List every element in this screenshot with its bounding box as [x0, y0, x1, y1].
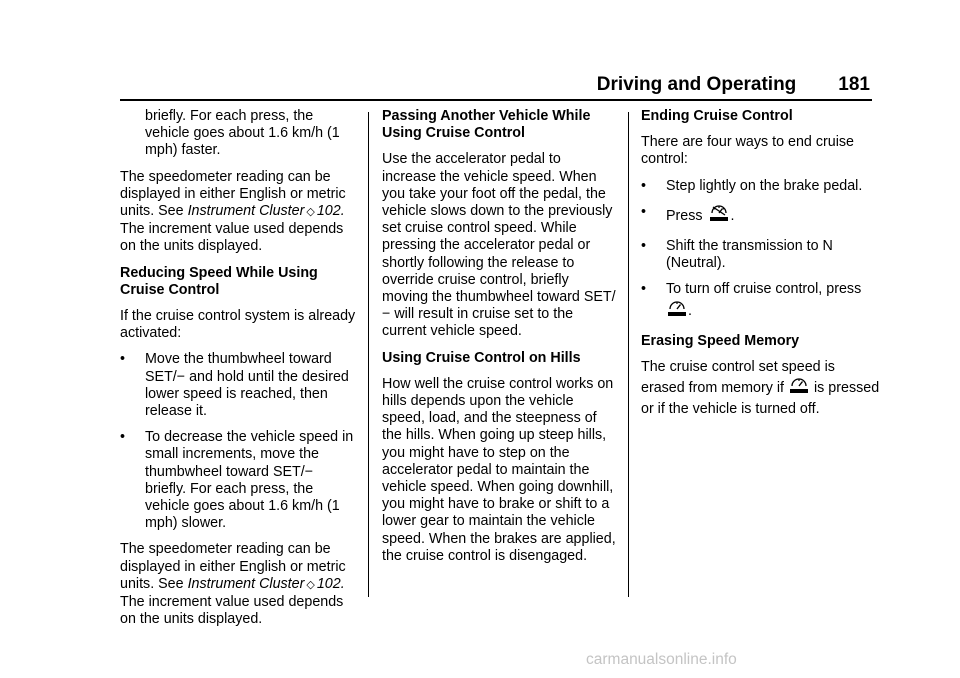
- column-divider-1: [368, 112, 369, 597]
- cruise-cancel-icon: [707, 204, 731, 229]
- header-rule: [120, 99, 872, 101]
- paragraph: The cruise control set speed is erased from memory if is pressed or if the vehicle is turned off.: [641, 359, 880, 418]
- cruise-icon: [666, 299, 688, 324]
- column-2: [382, 108, 618, 574]
- list-item: • Press .: [641, 204, 881, 229]
- paragraph: How well the cruise control works on hills depends upon the vehicle speed, load, and the steepness of the hills. When going up steep hills, you might have to step on the accelerator pedal to maintain the vehicle speed. When going downhill, you might have to brake or shift to a lower gear to maintain the vehicle speed. When the brakes are applied, the cruise control is disengaged.: [382, 375, 616, 564]
- subheading: Using Cruise Control on Hills: [382, 349, 581, 366]
- paragraph: There are four ways to end cruise control:: [641, 134, 854, 168]
- bullet-icon: •: [641, 238, 647, 255]
- page-ref-icon: ◇: [306, 206, 315, 219]
- continued-text: briefly. For each press, the vehicle goes about 1.6 km/h (1 mph) faster.: [145, 108, 340, 159]
- list-item: • To turn off cruise control, press .: [641, 281, 881, 323]
- subheading: Ending Cruise Control: [641, 108, 793, 124]
- column-3: [641, 108, 881, 428]
- section-title: Driving and Operating: [596, 74, 797, 95]
- subheading: Reducing Speed While Using Cruise Control: [120, 264, 318, 298]
- bullet-icon: •: [120, 429, 126, 446]
- list-item: • To decrease the vehicle speed in small increments, move the thumbwheel toward SET/− briefly. For each press, the vehicle goes about 1.6 km/h (1 mph) slower.: [120, 429, 354, 532]
- list-item: • Shift the transmission to N (Neutral).: [641, 238, 833, 272]
- bullet-icon: •: [641, 203, 647, 220]
- cross-reference[interactable]: Instrument Cluster: [187, 575, 305, 592]
- cross-reference-page[interactable]: 102.: [316, 203, 345, 220]
- cross-reference[interactable]: Instrument Cluster: [187, 203, 305, 220]
- bullet-icon: •: [120, 351, 126, 368]
- bullet-icon: •: [641, 177, 647, 194]
- column-1: [120, 108, 358, 637]
- paragraph: The speedometer reading can be displayed in either English or metric units. See Instrument Cluster ◇ 102. The increment value used depends on the units displayed.: [120, 541, 346, 628]
- subheading: Erasing Speed Memory: [641, 332, 800, 349]
- column-divider-2: [628, 112, 629, 597]
- list-item: • Move the thumbwheel toward SET/− and hold until the desired lower speed is reached, then release it.: [120, 351, 349, 420]
- paragraph: If the cruise control system is already activated:: [120, 308, 356, 342]
- paragraph: Use the accelerator pedal to increase the vehicle speed. When you take your foot off the pedal, the vehicle slows down to the previously set cruise control speed. While pressing the accelerator pedal or shortly following the release to override cruise control, briefly moving the thumbwheel toward SET/− will result in cruise set to the current vehicle speed.: [382, 151, 616, 340]
- list-item: • Step lightly on the brake pedal.: [641, 177, 863, 194]
- bullet-icon: •: [641, 281, 647, 298]
- paragraph: The speedometer reading can be displayed in either English or metric units. See Instrument Cluster ◇ 102. The increment value used depends on the units displayed.: [120, 168, 346, 255]
- subheading: Passing Another Vehicle While Using Cruise Control: [382, 108, 591, 142]
- page-ref-icon: ◇: [306, 578, 315, 591]
- page-header: [120, 70, 870, 100]
- page-number: 181: [838, 74, 870, 95]
- cruise-icon: [788, 376, 810, 401]
- cross-reference-page[interactable]: 102.: [316, 575, 345, 592]
- watermark: carmanualsonline.info: [586, 651, 737, 668]
